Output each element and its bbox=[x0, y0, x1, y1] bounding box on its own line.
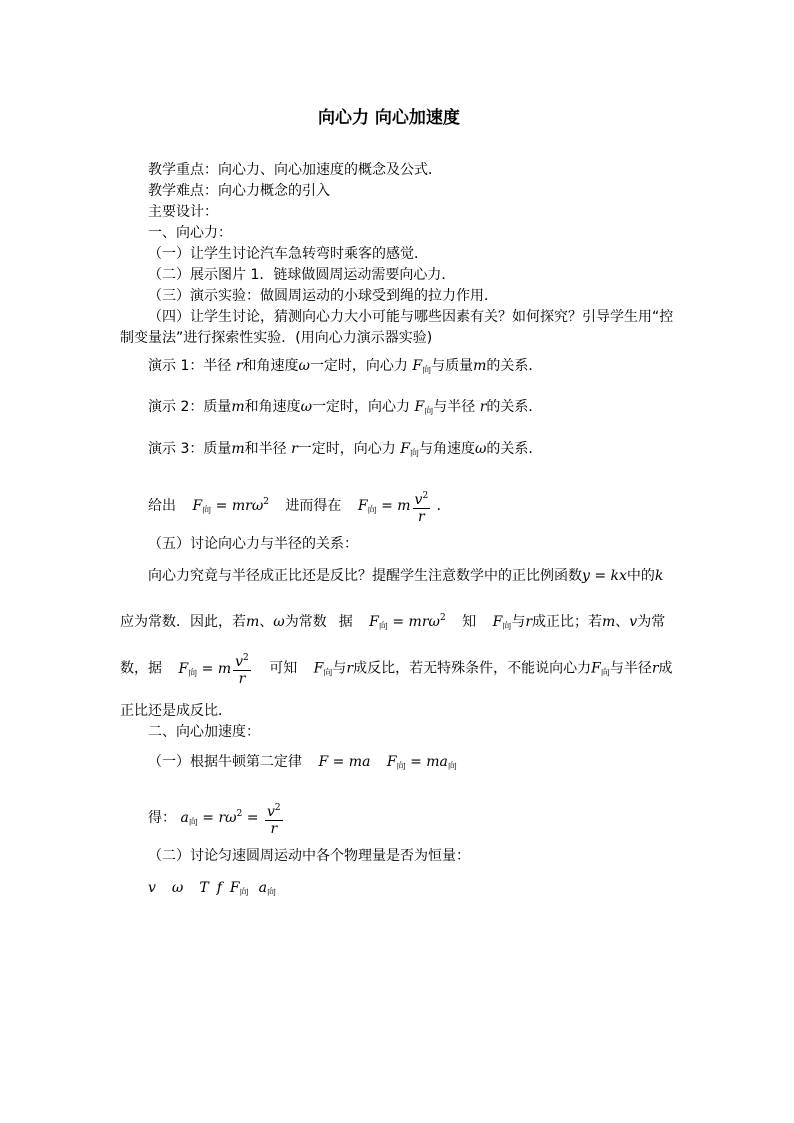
formula-acceleration: $a_向 = r\omega^2$ = $\frac{v^2}{r}$ bbox=[180, 810, 284, 826]
item-1-5: （五）讨论向心力与半径的关系： bbox=[148, 536, 358, 552]
item-1-4-line-1: （四）让学生讨论，猜测向心力大小可能与哪些因素有关？如何探究？引导学生用“控 bbox=[148, 309, 674, 325]
formula-f-mv2-over-r: $F_向 = m$ $\frac{v^2}{r}$ bbox=[358, 498, 432, 514]
give-formula-line: 给出 $F_向 = mr\omega^2$ 进而得在 $F_向 = m$ $\frac{v^2}{r}$ ． bbox=[148, 484, 451, 529]
item-2-2: （二）讨论匀速圆周运动中各个物理量是否为恒量： bbox=[148, 848, 470, 864]
paragraph-line-3: 数，据 $F_向 = m$ $\frac{v^2}{r}$ 可知 $F_向$与r成反比，若无特殊条件，不能说向心力$F_向$与半径r成 bbox=[120, 650, 673, 692]
item-1-1: （一）让学生讨论汽车急转弯时乘客的感觉． bbox=[148, 246, 428, 262]
design-line: 主要设计： bbox=[148, 204, 218, 220]
key-point-line: 教学重点：向心力、向心加速度的概念及公式． bbox=[148, 162, 442, 178]
derived-acceleration-line: 得： $a_向 = r\omega^2$ = $\frac{v^2}{r}$ bbox=[148, 796, 285, 841]
item-1-2: （二）展示图片 1．链球做圆周运动需要向心力． bbox=[148, 267, 456, 283]
item-2-1: （一）根据牛顿第二定律 F = ma $F_向 = ma_向$ bbox=[148, 754, 457, 772]
paragraph-line-2: 应为常数．因此，若m、ω为常数 据 $F_向 = mr\omega^2$ 知 $F_向$与r成正比；若m、v为常 bbox=[120, 613, 666, 632]
item-1-4-line-2: 制变量法”进行探索性实验．(用向心力演示器实验) bbox=[120, 330, 433, 346]
demo-2-line: 演示 2：质量m和角速度ω一定时，向心力 $F_向$与半径 r的关系． bbox=[148, 399, 543, 417]
item-1-3: （三）演示实验：做圆周运动的小球受到绳的拉力作用． bbox=[148, 288, 498, 304]
formula-f-mr-omega2: $F_向 = mr\omega^2$ bbox=[192, 497, 269, 516]
section-1-heading: 一、向心力： bbox=[148, 225, 232, 241]
demo-1-line: 演示 1：半径 r和角速度ω一定时，向心力 $F_向$与质量m的关系． bbox=[148, 358, 543, 376]
paragraph-line-4: 正比还是成反比． bbox=[120, 703, 232, 719]
page-title: 向心力 向心加速度 bbox=[318, 108, 460, 128]
section-2-heading: 二、向心加速度： bbox=[148, 724, 260, 740]
quantity-list: v ω T f $F_向$ $a_向$ bbox=[148, 880, 276, 898]
difficulty-line: 教学难点：向心力概念的引入 bbox=[148, 183, 330, 199]
demo-3-line: 演示 3：质量m和半径 r一定时，向心力 $F_向$与角速度ω的关系． bbox=[148, 441, 543, 459]
paragraph-line-1: 向心力究竟与半径成正比还是反比？提醒学生注意数学中的正比例函数y = kx中的k bbox=[148, 568, 664, 584]
